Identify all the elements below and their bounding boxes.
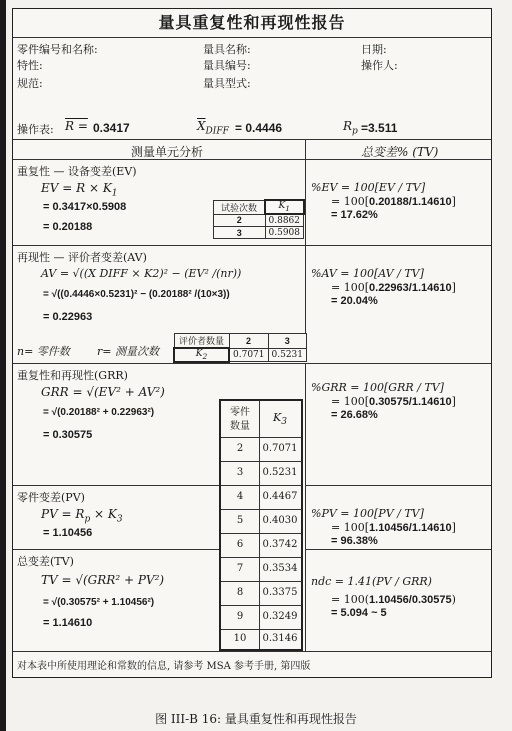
tv-line2: = 1.14610 — [43, 617, 93, 629]
ndc-line2: = 5.094 ~ 5 — [331, 607, 387, 619]
k3-header-k: $K_3$ — [273, 411, 287, 428]
k3-value: 0.3375 — [262, 587, 298, 598]
sheet-label: 操作表: — [17, 123, 54, 136]
x-diff-symbol: $\overline{X}_{DIFF}$ — [197, 119, 229, 137]
pct-pv-line2: = 96.38% — [331, 535, 378, 547]
scan-edge — [0, 0, 6, 731]
k1-row-trials: 2 — [214, 214, 266, 227]
k3-value: 0.3534 — [262, 563, 298, 574]
k1-header-trials: 试验次数 — [214, 200, 266, 214]
gauge-no-label: 量具编号: — [203, 59, 251, 72]
footer-note: 对本表中所使用理论和常数的信息, 请参考 MSA 参考手册, 第四版 — [17, 661, 311, 672]
k2-col: 3 — [268, 334, 307, 349]
k2-value: 0.5231 — [268, 348, 307, 362]
k3-header-parts-2: 数量 — [230, 421, 250, 432]
ndc-formula: ndc = 1.41(PV / GRR) — [311, 575, 432, 588]
divider-ev-av — [13, 245, 491, 246]
k3-row-line — [221, 485, 301, 486]
k3-parts: 10 — [233, 633, 247, 644]
av-heading: 再现性 — 评价者变差(AV) — [17, 251, 147, 264]
r-label: r= 测量次数 — [97, 345, 159, 358]
pct-pv-formula: %PV = 100[PV / TV] — [311, 507, 424, 520]
k2-header-appraisers: 评价者数量 — [174, 334, 229, 349]
pct-ev-line1: = 100[0.20188/1.14610] — [331, 195, 456, 208]
column-divider — [305, 139, 306, 651]
k3-parts: 7 — [236, 563, 244, 574]
grr-report-form — [12, 8, 492, 678]
k3-row-line — [221, 557, 301, 558]
k2-col: 2 — [229, 334, 268, 349]
k3-value: 0.3249 — [262, 611, 298, 622]
divider-pv-tv-right — [305, 549, 491, 550]
k1-table — [213, 199, 305, 239]
x-diff-value: = 0.4446 — [235, 121, 283, 135]
pct-grr-line1: = 100[0.30575/1.14610] — [331, 395, 456, 408]
k3-table — [219, 399, 303, 651]
k3-value: 0.4030 — [262, 515, 298, 526]
r-bar-value: 0.3417 — [93, 121, 130, 135]
k3-parts: 5 — [236, 515, 244, 526]
pct-av-line1: = 100[0.22963/1.14610] — [331, 281, 456, 294]
gauge-name-label: 量具名称: — [203, 43, 251, 56]
tv-formula: TV = √(GRR² + PV²) — [41, 573, 165, 587]
part-label: 零件编号和名称: — [17, 43, 98, 56]
operator-label: 操作人: — [361, 59, 398, 72]
pct-ev-line2: = 17.62% — [331, 209, 378, 221]
k3-parts: 6 — [236, 539, 244, 550]
k3-value: 0.3742 — [262, 539, 298, 550]
k2-header-k: $K_2$ — [174, 348, 229, 362]
k3-parts: 8 — [236, 587, 244, 598]
k3-row-line — [221, 629, 301, 630]
gauge-type-label: 量具型式: — [203, 77, 251, 90]
k3-header-parts: 零件 — [230, 407, 250, 418]
ev-line1: = 0.3417×0.5908 — [43, 201, 127, 213]
right-column-header: 总变差% (TV) — [361, 145, 439, 159]
divider-grr-pv-right — [305, 485, 491, 486]
date-label: 日期: — [361, 43, 387, 56]
k3-row-line — [221, 437, 301, 438]
k3-value: 0.5231 — [262, 467, 298, 478]
pv-line1: = 1.10456 — [43, 527, 93, 539]
k3-row-line — [221, 605, 301, 606]
grr-heading: 重复性和再现性(GRR) — [17, 369, 128, 382]
tv-heading: 总变差(TV) — [17, 555, 74, 568]
k2-value: 0.7071 — [229, 348, 268, 362]
grr-line1: = √(0.20188² + 0.22963²) — [43, 407, 155, 418]
pct-grr-line2: = 26.68% — [331, 409, 378, 421]
grr-formula: GRR = √(EV² + AV²) — [41, 385, 165, 399]
ev-heading: 重复性 — 设备变差(EV) — [17, 165, 137, 178]
k3-row-line — [221, 581, 301, 582]
av-line1: = √((0.4446×0.5231)² − (0.20188² /(10×3)) — [43, 289, 230, 300]
divider-pv-tv-left — [13, 549, 219, 550]
k3-parts: 2 — [236, 443, 244, 454]
divider-header-top — [13, 139, 491, 140]
r-bar-symbol: R = — [65, 119, 88, 133]
k3-parts: 3 — [236, 467, 244, 478]
report-title: 量具重复性和再现性报告 — [13, 9, 491, 38]
av-line2: = 0.22963 — [43, 311, 93, 323]
k1-header-k: $K_1$ — [265, 200, 304, 214]
divider-av-grr — [13, 363, 491, 364]
n-label: n= 零件数 — [17, 345, 70, 358]
av-formula: AV = √((X DIFF × K2)² − (EV² /(nr)) — [41, 267, 242, 280]
characteristic-label: 特性: — [17, 59, 43, 72]
k2-table — [173, 333, 307, 363]
k3-value: 0.4467 — [262, 491, 298, 502]
ndc-line1: = 100(1.10456/0.30575) — [331, 593, 456, 606]
k3-row-line — [221, 461, 301, 462]
pv-heading: 零件变差(PV) — [17, 491, 85, 504]
pct-pv-line1: = 100[1.10456/1.14610] — [331, 521, 456, 534]
divider-footer — [13, 651, 491, 652]
k3-value: 0.3146 — [262, 633, 298, 644]
pct-grr-formula: %GRR = 100[GRR / TV] — [311, 381, 444, 394]
tv-line1: = √(0.30575² + 1.10456²) — [43, 597, 155, 608]
k3-row-line — [221, 509, 301, 510]
rp-symbol: $R_p$ — [343, 119, 358, 137]
spec-label: 规范: — [17, 77, 43, 90]
pct-av-line2: = 20.04% — [331, 295, 378, 307]
rp-value: =3.511 — [361, 121, 398, 135]
ev-line2: = 0.20188 — [43, 221, 93, 233]
pct-ev-formula: %EV = 100[EV / TV] — [311, 181, 426, 194]
k3-parts: 9 — [236, 611, 244, 622]
k3-value: 0.7071 — [262, 443, 298, 454]
grr-line2: = 0.30575 — [43, 429, 93, 441]
pv-formula: PV = $R_p \times K_3$ — [41, 507, 123, 525]
ev-formula: EV = $R \times K_1$ — [41, 181, 118, 199]
k3-parts: 4 — [236, 491, 244, 502]
pct-av-formula: %AV = 100[AV / TV] — [311, 267, 424, 280]
divider-header-bottom — [13, 159, 491, 160]
left-column-header: 测量单元分析 — [131, 145, 204, 159]
k1-row-value: 0.5908 — [265, 227, 304, 239]
k1-row-trials: 3 — [214, 227, 266, 239]
figure-caption: 图 III-B 16: 量具重复性和再现性报告 — [155, 712, 357, 726]
k1-row-value: 0.8862 — [265, 214, 304, 227]
divider-grr-pv-left — [13, 485, 219, 486]
k3-row-line — [221, 533, 301, 534]
